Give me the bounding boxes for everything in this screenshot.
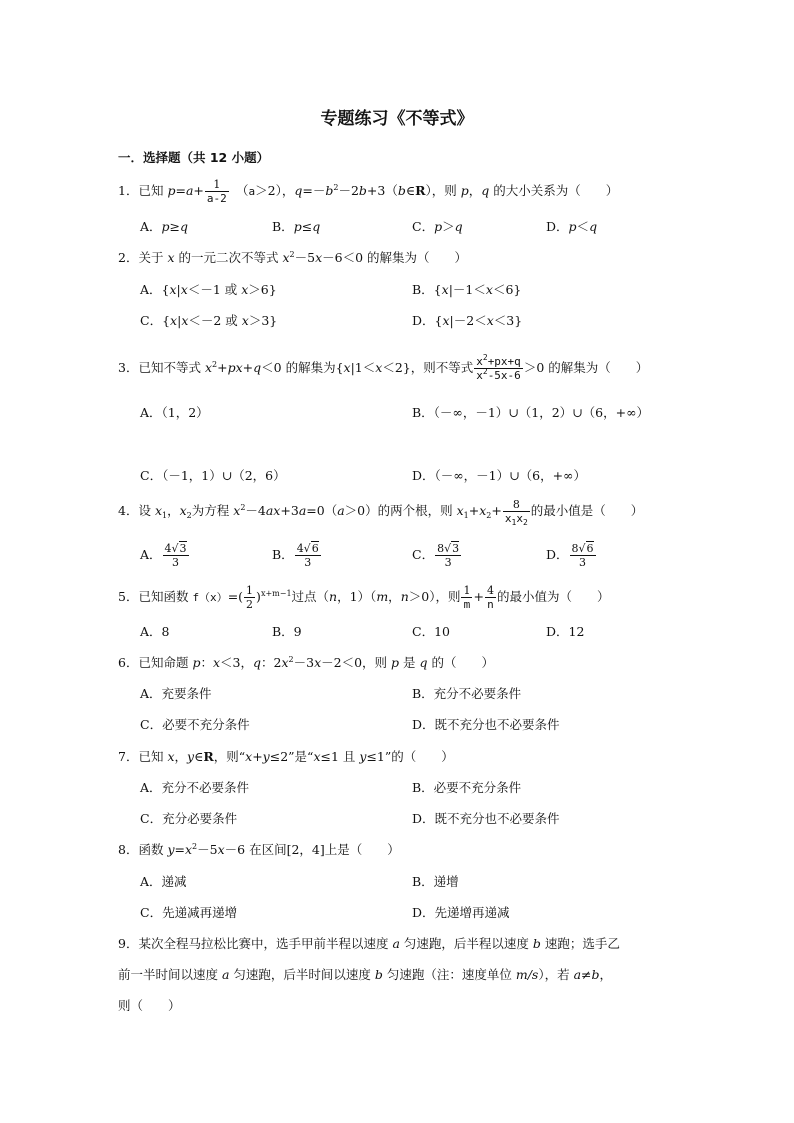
question-6-stem: 6．已知命题 p：x＜3，q：$2x^2-3x-2<0$，则 p 是 q 的（ ） [118,655,494,670]
question-8-stem: 8．函数 $y=x^2-5x-6$ 在区间[2，4]上是（ ） [118,842,400,857]
question-1-option-a[interactable]: A．p≥q [140,219,189,234]
question-5-option-b[interactable]: B．9 [272,624,302,639]
question-7-option-d[interactable]: D．既不充分也不必要条件 [412,811,560,826]
section-heading: 一．选择题（共 12 小题） [118,150,270,165]
question-1-option-d[interactable]: D．p＜q [546,219,598,234]
question-6-option-a[interactable]: A．充要条件 [140,686,212,701]
question-8-option-c[interactable]: C．先递减再递增 [140,905,238,920]
question-2-stem: 2．关于 x 的一元二次不等式 $x^2-5x-6<0$ 的解集为（ ） [118,250,468,265]
question-7-stem: 7．已知 x，y∈R，则“x+y≤2”是“x≤1 且 y≤1”的（ ） [118,749,454,764]
question-7-option-c[interactable]: C．充分必要条件 [140,811,238,826]
question-9-line-2: 前一半时间以速度 a 匀速跑，后半时间以速度 b 匀速跑（注：速度单位 m/s），若 a≠b， [118,967,613,982]
question-8-option-a[interactable]: A．递减 [140,874,187,889]
question-3-stem: 3．已知不等式 $x^2+px+q<0$ 的解集为{x|1＜x＜2}，则不等式 $\frac{x^2+px+q}{x^2-5x-6}$ ＞0 的解集为（ ） [118,353,649,382]
question-1-option-c[interactable]: C．p＞q [412,219,463,234]
question-7-option-b[interactable]: B．必要不充分条件 [412,780,522,795]
question-6-option-c[interactable]: C．必要不充分条件 [140,717,250,732]
question-9-line-3: 则（ ） [118,998,181,1013]
question-4-stem: 4．设 $x_1$，$x_2$为方程 $x^2-4ax+3a=0(a>0)$的两个根，则 $x_1+x_2+$ $\frac{8}{x_1x_2}$ 的最小值是（ ） [118,498,644,527]
question-4-option-c[interactable]: C． $\frac{8√3}{3}$ [412,542,460,569]
page-title: 专题练习《不等式》 [320,109,474,129]
question-7-option-a[interactable]: A．充分不必要条件 [140,780,250,795]
question-2-option-d[interactable]: D．{x|－2＜x＜3} [412,313,523,328]
question-2-option-a[interactable]: A．{x|x＜－1 或 x＞6} [140,282,277,297]
question-3-option-b[interactable]: B．（－∞，－1）∪（1，2）∪（6，+∞） [412,405,649,420]
question-4-option-b[interactable]: B． $\frac{4√6}{3}$ [272,542,319,569]
question-4-option-d[interactable]: D． $\frac{8√6}{3}$ [546,542,594,569]
question-9-line-1: 9．某次全程马拉松比赛中，选手甲前半程以速度 a 匀速跑，后半程以速度 b 速跑；选手乙 [118,936,620,951]
question-5-stem: 5．已知函数 f（x）=( $\frac{1}{2}$ )$^{x+m-1}$过点（n，1）（m，n＞0），则 $\frac{1}{m}$ + $\frac{4}{n}$ 的最小值为（ ） [118,584,610,611]
question-5-option-c[interactable]: C．10 [412,624,450,639]
question-3-option-d[interactable]: D．（－∞，－1）∪（6，+∞） [412,468,586,483]
question-6-option-d[interactable]: D．既不充分也不必要条件 [412,717,560,732]
question-3-option-a[interactable]: A．（1，2） [140,405,209,420]
question-2-option-c[interactable]: C．{x|x＜－2 或 x＞3} [140,313,278,328]
question-5-option-a[interactable]: A．8 [140,624,170,639]
question-8-option-b[interactable]: B．递增 [412,874,459,889]
question-2-option-b[interactable]: B．{x|－1＜x＜6} [412,282,522,297]
question-5-option-d[interactable]: D．12 [546,624,585,639]
question-8-option-d[interactable]: D．先递增再递减 [412,905,510,920]
question-1-stem: 1．已知 p=a+ $\frac{1}{a-2}$ （a＞2），$q=-b^2-2b+3(b\in R)$，则 p，q 的大小关系为（ ） [118,178,619,205]
question-3-option-c[interactable]: C．（－1，1）∪（2，6） [140,468,286,483]
question-4-option-a[interactable]: A． $\frac{4√3}{3}$ [140,542,187,569]
question-6-option-b[interactable]: B．充分不必要条件 [412,686,522,701]
question-1-option-b[interactable]: B．p≤q [272,219,321,234]
